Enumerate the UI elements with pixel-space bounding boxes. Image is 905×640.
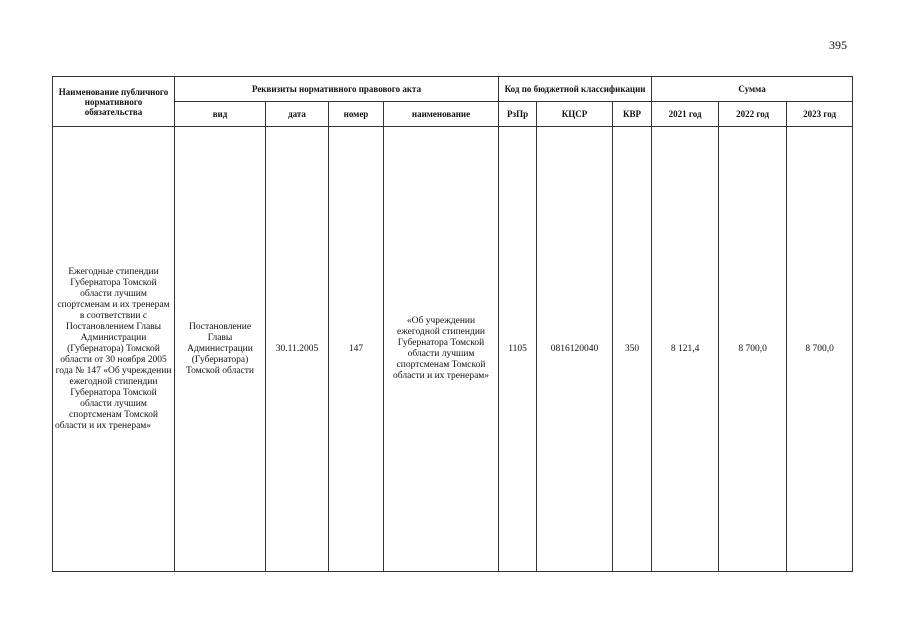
table-row	[53, 127, 853, 572]
cell-sum-2021: 8 121,4	[652, 127, 719, 572]
header-row-group	[53, 77, 853, 102]
header-obligation-name: Наименование публичного нормативного обязательства	[53, 77, 175, 127]
cell-act-type: Постановление Главы Администрации (Губернатора) Томской области	[175, 127, 266, 572]
cell-kvr: 350	[613, 127, 652, 572]
cell-act-date: 30.11.2005	[266, 127, 329, 572]
cell-act-number: 147	[329, 127, 384, 572]
header-act-name: наименование	[384, 102, 499, 127]
header-kcsr: КЦСР	[537, 102, 613, 127]
header-legal-act-group: Реквизиты нормативного правового акта	[175, 77, 499, 102]
cell-act-name: «Об учреждении ежегодной стипендии Губернатора Томской области лучшим спортсменам Томской области и их тренерам»	[384, 127, 499, 572]
cell-sum-2022: 8 700,0	[719, 127, 787, 572]
header-act-type: вид	[175, 102, 266, 127]
header-sum-2022: 2022 год	[719, 102, 787, 127]
header-sum-group: Сумма	[652, 77, 853, 102]
header-budget-code-group: Код по бюджетной классификации	[499, 77, 652, 102]
cell-obligation-name: Ежегодные стипендии Губернатора Томской области лучшим спортсменам и их тренерам в соответствии с Постановлением Главы Администрации (Губернатора) Томской области от 30 ноября 2005 года № 147 «Об учреждении ежегодной стипендии Губернатора Томской области лучшим спортсменам Томской области и их тренерам»	[53, 127, 175, 572]
cell-rzpr: 1105	[499, 127, 537, 572]
header-act-number: номер	[329, 102, 384, 127]
header-kvr: КВР	[613, 102, 652, 127]
page-number: 395	[829, 38, 847, 52]
header-rzpr: РзПр	[499, 102, 537, 127]
cell-sum-2023: 8 700,0	[787, 127, 853, 572]
obligations-table	[52, 76, 853, 572]
header-sum-2021: 2021 год	[652, 102, 719, 127]
cell-kcsr: 0816120040	[537, 127, 613, 572]
header-act-date: дата	[266, 102, 329, 127]
header-sum-2023: 2023 год	[787, 102, 853, 127]
